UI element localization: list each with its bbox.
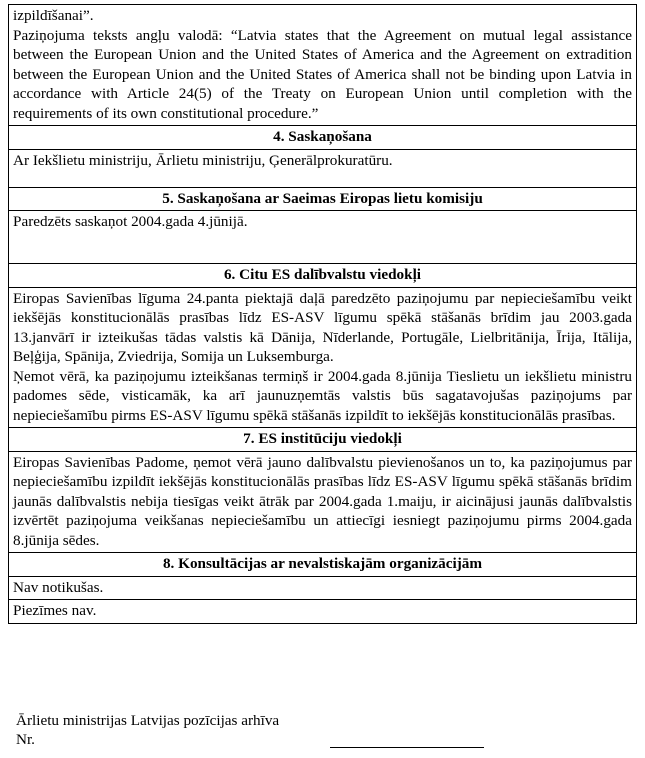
statement-row — [9, 5, 637, 126]
position-table — [8, 4, 637, 624]
section-body-row — [9, 149, 637, 187]
section-7-body — [9, 451, 637, 553]
archive-footer — [16, 711, 279, 749]
section-6-heading: 6. Citu ES dalībvalstu viedokļi — [9, 264, 637, 288]
document-page — [8, 4, 637, 624]
section-7-text: Eiropas Savienības Padome, ņemot vērā jauno dalībvalstu pievienošanos un to, ka paziņojumus par nepieciešamību izpildīt iekšējās konstitucionālās prasības līdz ES-ASV līgumu spēkā stāšanās brīdim jaunās dalībvalstis nebija tiesīgas veikt ātrāk par 2004.gada 1.maiju, ir aicinājusi jaunās dalībvalstis izvērtēt paziņojuma veikšanas nepieciešamību un attiecīgi iesniegt paziņojumu pirms 2004.gada 8.jūnija sēdes. — [13, 453, 632, 549]
section-header-row — [9, 126, 637, 150]
section-8-heading: 8. Konsultācijas ar nevalstiskajām organizācijām — [9, 553, 637, 577]
section-body-row — [9, 576, 637, 600]
section-header-row — [9, 553, 637, 577]
section-header-row — [9, 264, 637, 288]
section-5-heading: 5. Saskaņošana ar Saeimas Eiropas lietu komisiju — [9, 187, 637, 211]
section-body-row — [9, 287, 637, 428]
section-6-body — [9, 287, 637, 428]
section-8-body-line-1: Nav notikušas. — [9, 576, 637, 600]
section-7-heading: 7. ES institūciju viedokļi — [9, 428, 637, 452]
section-4-text: Ar Iekšlietu ministriju, Ārlietu ministriju, Ģenerālprokuratūru. — [13, 151, 393, 169]
section-body-row — [9, 451, 637, 553]
section-4-body — [9, 149, 637, 187]
section-body-row — [9, 211, 637, 264]
statement-cell — [9, 5, 637, 126]
section-5-text: Paredzēts saskaņot 2004.gada 4.jūnijā. — [13, 213, 248, 230]
section-6-paragraph-2: Ņemot vērā, ka paziņojumu izteikšanas termiņš ir 2004.gada 8.jūnija Tieslietu un iekšlietu ministru padomes sēde, visticamāk, ka arī jaunuzņemtās valstis būs sagatavojušas paziņojums par nepieciešamību pirms ES-ASV līgumu spēkā stāšanās izpildīt to iekšējās konstitucionālās prasības. — [13, 367, 632, 424]
section-6-paragraph-1: Eiropas Savienības līguma 24.panta piektajā daļā paredzēto paziņojumu par nepieciešamību veikt iekšējās konstitucionālās prasības līdz ES-ASV līgumu spēkā stāšanās brīdim jau 2003.gada 13.janvārī ir izteikušas tādas valstis kā Dānija, Nīderlande, Portugāle, Lielbritānija, Īrija, Itālija, Beļģija, Spānija, Zviedrija, Somija un Luksemburga. — [13, 289, 632, 365]
section-body-row — [9, 600, 637, 624]
archive-number-line — [330, 747, 484, 748]
section-header-row — [9, 187, 637, 211]
statement-end-line: izpildīšanai”. — [13, 7, 94, 24]
archive-label: Ārlietu ministrijas Latvijas pozīcijas arhīva — [16, 712, 280, 729]
section-8-body-line-2: Piezīmes nav. — [9, 600, 637, 624]
english-statement: Paziņojuma teksts angļu valodā: “Latvia states that the Agreement on mutual legal assistance between the European Union and the United States of America and the Agreement on extradition between the European Union and the United States of America shall not be binding upon Latvia in accordance with Article 24(5) of the Treaty on European Union until completion with the requirements of its own constitutional procedure.” — [13, 26, 632, 122]
archive-number-label: Nr. — [16, 731, 35, 748]
section-5-body — [9, 211, 637, 264]
section-4-heading: 4. Saskaņošana — [9, 126, 637, 150]
section-header-row — [9, 428, 637, 452]
